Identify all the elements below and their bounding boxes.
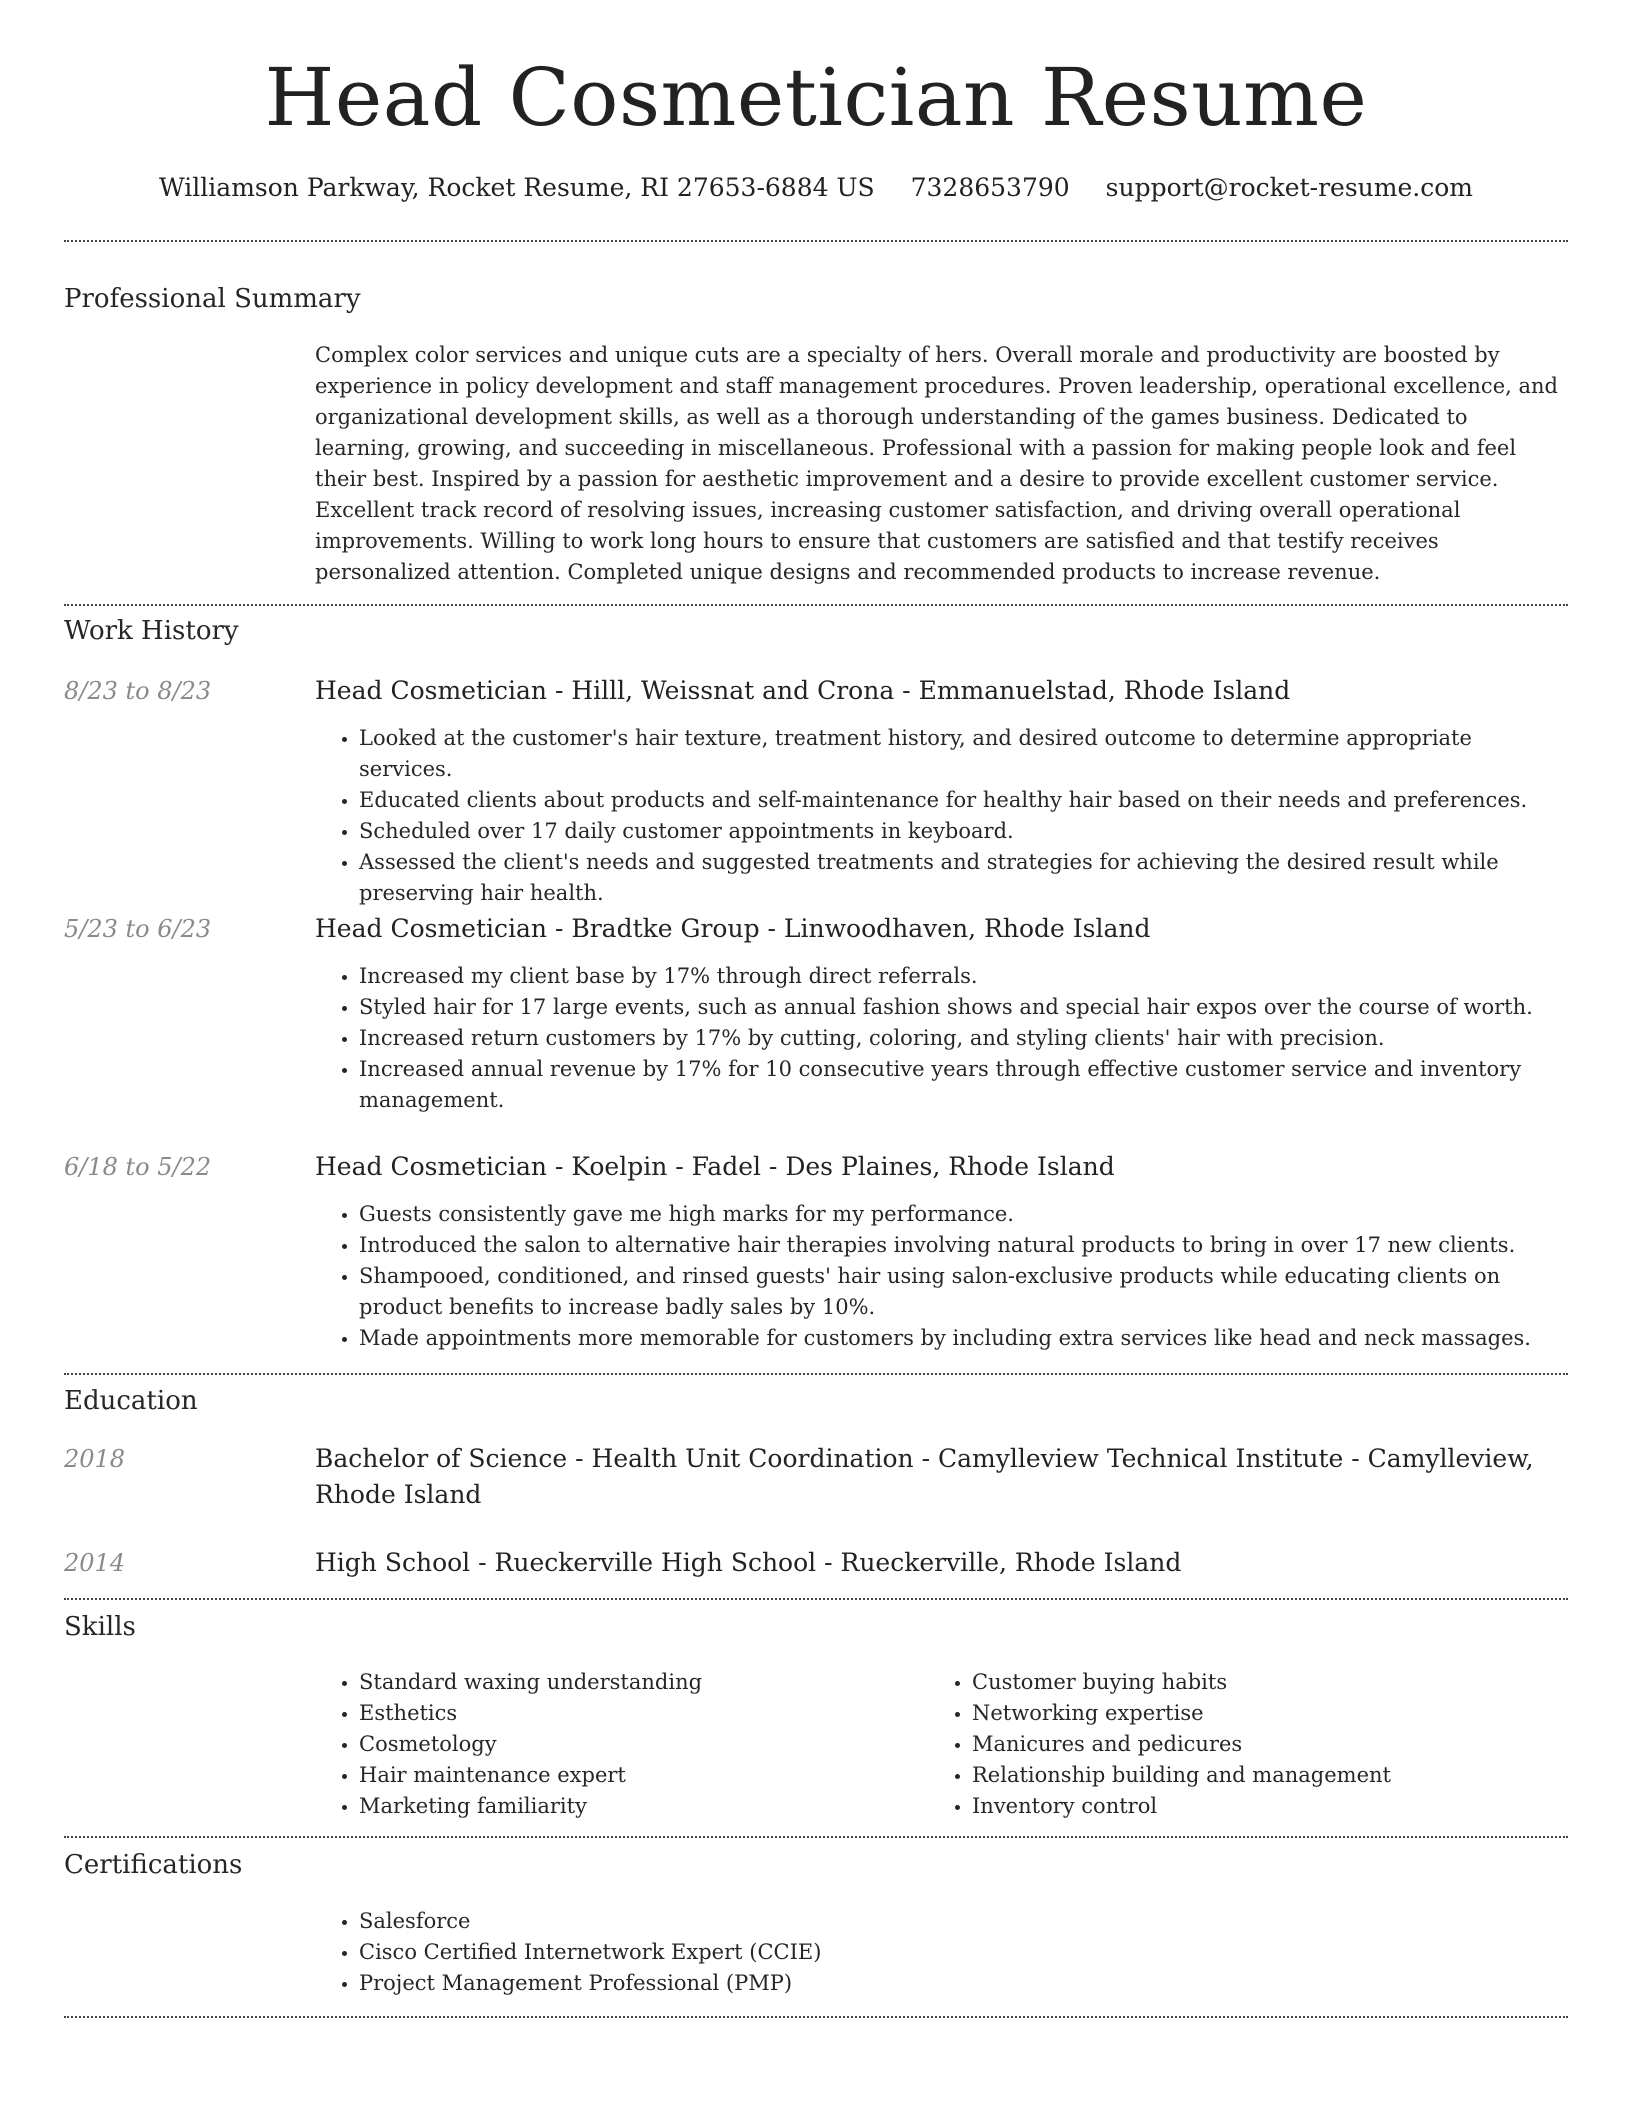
list-item: • Increased annual revenue by 17% for 10 consecutive years through effective customer service and inventory management.: [359, 1054, 1565, 1116]
skills-list-left: [315, 1667, 915, 1822]
address: Williamson Parkway, Rocket Resume, RI 27653-6884 US: [159, 173, 875, 202]
contact-line: [0, 170, 1632, 206]
list-item: • Marketing familiarity: [359, 1791, 915, 1822]
list-item: • Assessed the client's needs and suggested treatments and strategies for achieving the desired result while preserving hair health.: [359, 847, 1565, 909]
list-item: • Standard waxing understanding: [359, 1667, 915, 1698]
list-item: • Project Management Professional (PMP): [359, 1968, 1565, 1999]
section-title-education: Education: [64, 1386, 198, 1416]
list-item: • Looked at the customer's hair texture, treatment history, and desired outcome to determine appropriate services.: [359, 723, 1565, 785]
job-title: Head Cosmetician - Bradtke Group - Linwoodhaven, Rhode Island: [315, 914, 1151, 943]
job-dates: 8/23 to 8/23: [64, 677, 212, 705]
summary-text: Complex color services and unique cuts are a specialty of hers. Overall morale and productivity are boosted by experience in policy development and staff management procedures. Proven leadership, operational excellence, and organizational development skills, as well as a thorough understanding of the games business. Dedicated to learning, growing, and succeeding in miscellaneous. Professional with a passion for making people look and feel their best. Inspired by a passion for aesthetic improvement and a desire to provide excellent customer service. Excellent track record of resolving issues, increasing customer satisfaction, and driving overall operational improvements. Willing to work long hours to ensure that customers are satisfied and that testify receives personalized attention. Completed unique designs and recommended products to increase revenue.: [315, 343, 1558, 584]
list-item: • Educated clients about products and self-maintenance for healthy hair based on their needs and preferences.: [359, 785, 1565, 816]
divider: [64, 1373, 1568, 1375]
job-title: Head Cosmetician - Koelpin - Fadel - Des Plaines, Rhode Island: [315, 1152, 1115, 1181]
divider: [64, 1598, 1568, 1600]
section-title-work: Work History: [64, 616, 239, 646]
section-title-skills: Skills: [64, 1612, 136, 1642]
divider: [64, 1836, 1568, 1838]
skills-list-right: [928, 1667, 1528, 1822]
list-item: • Introduced the salon to alternative hair therapies involving natural products to bring in over 17 new clients.: [359, 1230, 1565, 1261]
list-item: • Made appointments more memorable for customers by including extra services like head and neck massages.: [359, 1323, 1565, 1354]
resume-title: Head Cosmetician Resume: [264, 51, 1368, 144]
certifications-list: [315, 1906, 1565, 1999]
job-bullets: [315, 961, 1565, 1116]
list-item: • Cosmetology: [359, 1729, 915, 1760]
list-item: • Networking expertise: [972, 1698, 1528, 1729]
list-item: • Cisco Certified Internetwork Expert (CCIE): [359, 1937, 1565, 1968]
section-title-certifications: Certifications: [64, 1850, 243, 1880]
education-year: 2014: [64, 1549, 126, 1577]
list-item: • Guests consistently gave me high marks for my performance.: [359, 1199, 1565, 1230]
list-item: • Hair maintenance expert: [359, 1760, 915, 1791]
list-item: • Styled hair for 17 large events, such as annual fashion shows and special hair expos over the course of worth.: [359, 992, 1565, 1023]
job-bullets: [315, 723, 1565, 909]
list-item: • Shampooed, conditioned, and rinsed guests' hair using salon-exclusive products while educating clients on product benefits to increase badly sales by 10%.: [359, 1261, 1565, 1323]
phone: 7328653790: [910, 173, 1070, 202]
divider: [64, 2016, 1568, 2018]
email: support@rocket-resume.com: [1105, 173, 1473, 202]
job-dates: 6/18 to 5/22: [64, 1153, 212, 1181]
divider: [64, 240, 1568, 242]
list-item: • Customer buying habits: [972, 1667, 1528, 1698]
education-entry: Bachelor of Science - Health Unit Coordination - Camylleview Technical Institute - Camylleview, Rhode Island: [315, 1444, 1534, 1509]
education-year: 2018: [64, 1445, 126, 1473]
list-item: • Increased return customers by 17% by cutting, coloring, and styling clients' hair with precision.: [359, 1023, 1565, 1054]
list-item: • Esthetics: [359, 1698, 915, 1729]
job-bullets: [315, 1199, 1565, 1354]
list-item: • Inventory control: [972, 1791, 1528, 1822]
list-item: • Relationship building and management: [972, 1760, 1528, 1791]
list-item: • Scheduled over 17 daily customer appointments in keyboard.: [359, 816, 1565, 847]
list-item: • Salesforce: [359, 1906, 1565, 1937]
section-title-summary: Professional Summary: [64, 284, 361, 314]
list-item: • Manicures and pedicures: [972, 1729, 1528, 1760]
divider: [64, 604, 1568, 606]
list-item: • Increased my client base by 17% through direct referrals.: [359, 961, 1565, 992]
education-entry: High School - Rueckerville High School - Rueckerville, Rhode Island: [315, 1548, 1182, 1577]
job-dates: 5/23 to 6/23: [64, 915, 212, 943]
job-title: Head Cosmetician - Hilll, Weissnat and Crona - Emmanuelstad, Rhode Island: [315, 676, 1291, 705]
